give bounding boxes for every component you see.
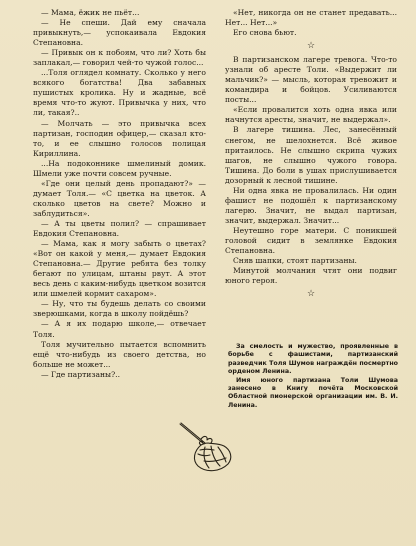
paragraph: В лагере тишина. Лес, занесённый снегом, не шелохнется. Всё живое притаилось. Не слышно скрипа чужих шагов, не слышно чужого говора. Тишина. До боли в ушах прислушивается дозорный к лесной тишине. [225,125,397,185]
paragraph: — Привык он к побоям, что ли? Хоть бы заплакал,— говорил чей-то чужой голос... [33,48,206,68]
paragraph: — Мама, как я могу забыть о цветах? «Вот он какой у меня,— думает Евдокия Степановна.— Другие ребята без толку бегают по улицам, штаны рвут. А этот весь день с каким-нибудь цветком возится или шмелей кормит сахаром». [33,239,206,299]
paragraph: Толя мучительно пытается вспомнить ещё что-нибудь из своего детства, но больше не может... [33,339,206,369]
paragraph: «Если провалится хоть одна явка или начнутся аресты, значит, не выдержал». [225,105,397,125]
paragraph: — А я их подарю школе,— отвечает Толя. [33,319,206,339]
paragraph: — Где партизаны?.. [41,369,121,379]
award-note [228,343,398,410]
paragraph: Его снова бьют. [233,28,297,38]
paragraph: В партизанском лагере тревога. Что-то узнали об аресте Толи. «Выдержит ли мальчик?» — мысль, которая тревожит и командира и бойцов. Усиливаются посты... [225,55,397,105]
bindle-sack-drawing-icon [174,418,238,474]
note-paragraph: За смелость и мужество, проявленные в борьбе с фашистами, партизанский разведчик Толя Шумов награждён посмертно орденом Ленина. [228,343,398,376]
paragraph: — Ну, что ты будешь делать со своими зверюшками, когда в школу пойдёшь? [33,299,206,319]
paragraph: — Мама, ёжик не пьёт... [41,8,140,17]
paragraph: — Не спеши. Дай ему сначала привыкнуть,— успокаивала Евдокия Степановна. [33,18,206,48]
right-text-column [225,8,397,303]
paragraph: ...Толя оглядел комнату. Сколько у него всякого богатства! Два забавных пушистых кролика. Ну и жадные, всё время что-то жуют. Привычка у них, что ли, такая?.. [33,68,206,118]
paragraph: Минутой молчания чтят они подвиг юного героя. [225,266,397,286]
paragraph: — Молчать — это привычка всех партизан, господин офицер,— сказал кто-то, и ее слышно голосов полицая Кириллина. [33,118,206,158]
paragraph: «Где они целый день пропадают?» — думает Толя.— «С цветка на цветок. А сколько цветов на свете? Можно и заблудиться». [33,178,206,218]
note-paragraph: Имя юного партизана Толи Шумова занесено в Книгу почёта Московской Областной пионерской организации им. В. И. Ленина. [228,376,398,409]
left-text-column [33,8,206,380]
paragraph: Ни одна явка не провалилась. Ни один фашист не подошёл к партизанскому лагерю. Значит, не выдал партизан, значит, выдержал. Значит... [225,185,397,225]
paragraph: ...На подоконнике шмелиный домик. Шмели уже почти совсем ручные. [33,158,206,178]
star-divider-icon: ☆ [306,41,316,52]
paragraph: «Нет, никогда он не станет предавать... Нет... Нет...» [225,8,397,28]
star-divider-icon: ☆ [306,289,316,300]
paragraph: — А ты цветы полил? — спрашивает Евдокия Степановна. [33,218,206,239]
paragraph: Неутешно горе матери. С поникшей головой сидит в землянке Евдокия Степановна. [225,225,397,256]
paragraph: Сняв шапки, стоят партизаны. [233,256,357,266]
